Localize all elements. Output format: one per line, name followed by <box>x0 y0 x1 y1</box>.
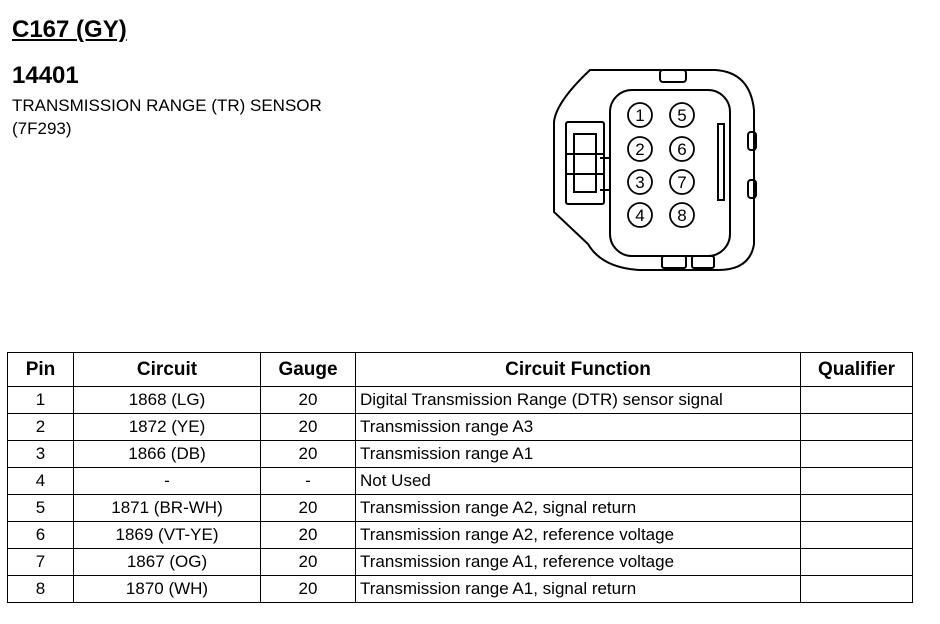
connector-id: C167 (GY) <box>12 16 127 43</box>
pin-cell: 3 <box>8 441 74 468</box>
circuit-cell: 1870 (WH) <box>74 576 261 603</box>
header-circuit-function: Circuit Function <box>356 353 801 387</box>
pin-cell: 6 <box>8 522 74 549</box>
function-cell: Digital Transmission Range (DTR) sensor signal <box>356 387 801 414</box>
connector-pin-label: 3 <box>635 173 645 192</box>
connector-diagram <box>550 62 765 277</box>
circuit-cell: 1867 (OG) <box>74 549 261 576</box>
table-row <box>8 576 913 603</box>
function-cell: Transmission range A2, reference voltage <box>356 522 801 549</box>
gauge-cell: 20 <box>261 441 356 468</box>
qualifier-cell <box>801 522 913 549</box>
qualifier-cell <box>801 387 913 414</box>
circuit-cell: - <box>74 468 261 495</box>
table-row <box>8 522 913 549</box>
pinout-table <box>7 352 913 603</box>
component-name: TRANSMISSION RANGE (TR) SENSOR <box>12 96 322 115</box>
circuit-cell: 1871 (BR-WH) <box>74 495 261 522</box>
right-rib <box>718 124 724 200</box>
pin-cell: 1 <box>8 387 74 414</box>
header-circuit: Circuit <box>74 353 261 387</box>
connector-pin-label: 1 <box>635 106 645 125</box>
table-row <box>8 414 913 441</box>
connector-pin-label: 8 <box>677 206 687 225</box>
table-row <box>8 441 913 468</box>
pin-cell: 5 <box>8 495 74 522</box>
connector-pin-label: 5 <box>677 106 687 125</box>
circuit-cell: 1872 (YE) <box>74 414 261 441</box>
qualifier-cell <box>801 441 913 468</box>
gauge-cell: 20 <box>261 387 356 414</box>
connector-pin-label: 2 <box>635 140 645 159</box>
header-pin: Pin <box>8 353 74 387</box>
function-cell: Transmission range A1, reference voltage <box>356 549 801 576</box>
header-qualifier: Qualifier <box>801 353 913 387</box>
gauge-cell: 20 <box>261 522 356 549</box>
function-cell: Transmission range A1, signal return <box>356 576 801 603</box>
gauge-cell: 20 <box>261 549 356 576</box>
pin-cell: 8 <box>8 576 74 603</box>
table-row <box>8 495 913 522</box>
gauge-cell: 20 <box>261 414 356 441</box>
connector-pin-label: 7 <box>677 173 687 192</box>
circuit-cell: 1869 (VT-YE) <box>74 522 261 549</box>
function-cell: Transmission range A3 <box>356 414 801 441</box>
function-cell: Transmission range A1 <box>356 441 801 468</box>
qualifier-cell <box>801 576 913 603</box>
qualifier-cell <box>801 468 913 495</box>
component-code: (7F293) <box>12 119 72 138</box>
pin-cell: 2 <box>8 414 74 441</box>
pin-cell: 4 <box>8 468 74 495</box>
gauge-cell: 20 <box>261 576 356 603</box>
function-cell: Transmission range A2, signal return <box>356 495 801 522</box>
table-header-row <box>8 353 913 387</box>
qualifier-cell <box>801 495 913 522</box>
top-latch <box>660 70 686 82</box>
gauge-cell: - <box>261 468 356 495</box>
bottom-tab-left <box>662 256 686 268</box>
pin-cell: 7 <box>8 549 74 576</box>
table-row <box>8 387 913 414</box>
qualifier-cell <box>801 414 913 441</box>
connector-pin-label: 4 <box>635 206 645 225</box>
circuit-cell: 1868 (LG) <box>74 387 261 414</box>
bottom-tab-right <box>692 256 714 268</box>
circuit-cell: 1866 (DB) <box>74 441 261 468</box>
table-row <box>8 549 913 576</box>
table-row <box>8 468 913 495</box>
qualifier-cell <box>801 549 913 576</box>
function-cell: Not Used <box>356 468 801 495</box>
connector-pin-label: 6 <box>677 140 687 159</box>
gauge-cell: 20 <box>261 495 356 522</box>
header-gauge: Gauge <box>261 353 356 387</box>
part-number: 14401 <box>12 62 79 89</box>
